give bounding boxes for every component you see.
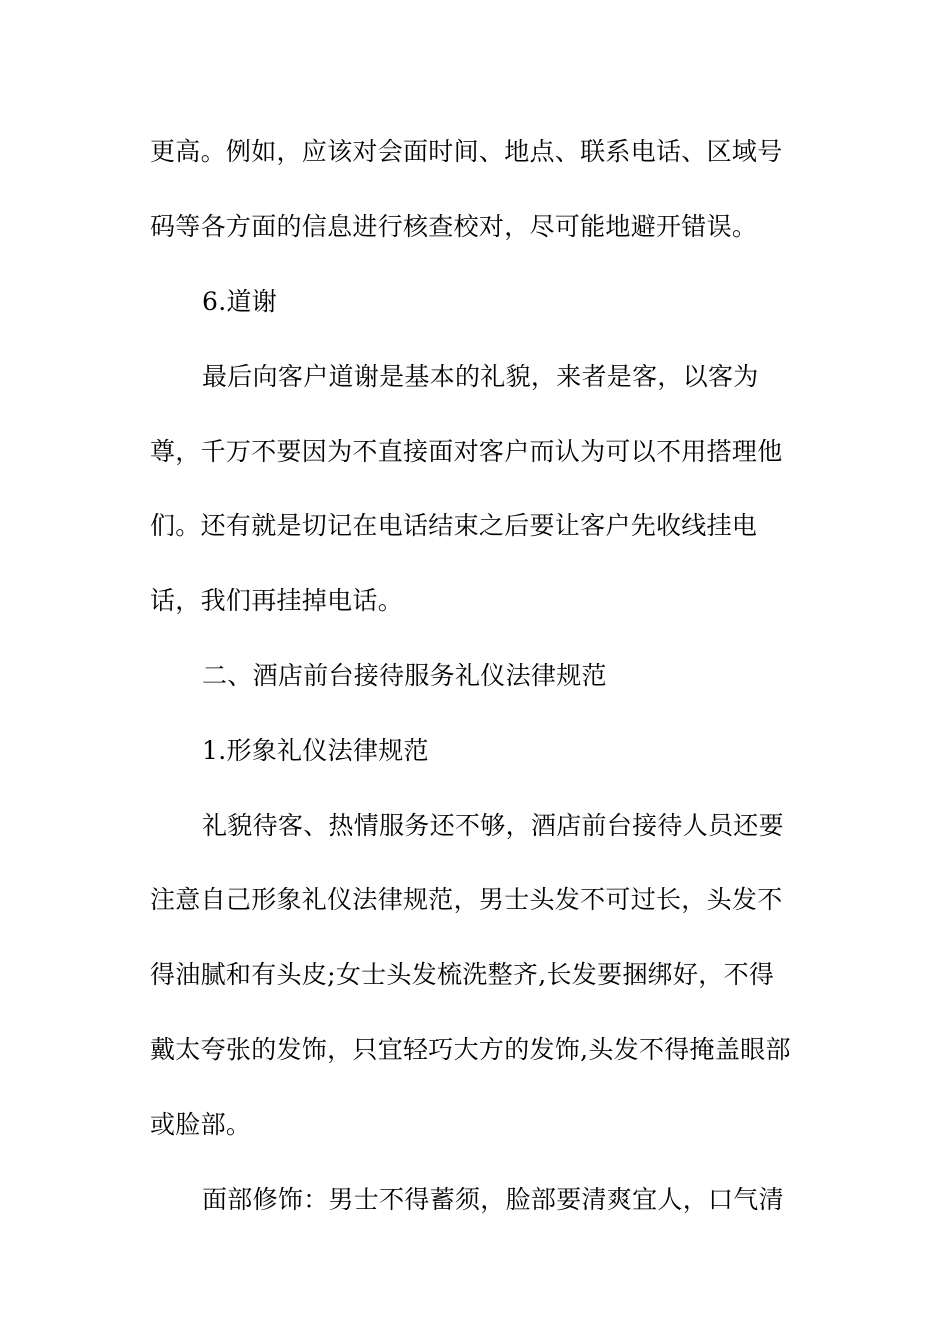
paragraph-line: 得油腻和有头皮;女士头发梳洗整齐,长发要捆绑好，不得	[150, 960, 775, 989]
paragraph-line: 戴太夸张的发饰，只宜轻巧大方的发饰,头发不得掩盖眼部	[150, 1035, 791, 1064]
paragraph-line: 或脸部。	[150, 1110, 252, 1139]
paragraph-line: 更高。例如，应该对会面时间、地点、联系电话、区域号	[150, 137, 783, 166]
paragraph-line: 礼貌待客、热情服务还不够，酒店前台接待人员还要	[202, 811, 784, 840]
paragraph-line: 码等各方面的信息进行核查校对，尽可能地避开错误。	[150, 212, 758, 241]
paragraph-line: 尊，千万不要因为不直接面对客户而认为可以不用搭理他	[150, 437, 783, 466]
paragraph-line: 注意自己形象礼仪法律规范，男士头发不可过长，头发不	[150, 885, 783, 914]
section-heading: 6.道谢	[202, 287, 278, 316]
paragraph-line: 最后向客户道谢是基本的礼貌，来者是客，以客为	[202, 362, 759, 391]
section-heading: 1.形象礼仪法律规范	[202, 736, 429, 765]
paragraph-line: 面部修饰：男士不得蓄须，脸部要清爽宜人，口气清	[202, 1185, 784, 1214]
chapter-heading: 二、酒店前台接待服务礼仪法律规范	[202, 661, 607, 690]
paragraph-line: 们。还有就是切记在电话结束之后要让客户先收线挂电	[150, 511, 758, 540]
paragraph-line: 话，我们再挂掉电话。	[150, 586, 404, 615]
